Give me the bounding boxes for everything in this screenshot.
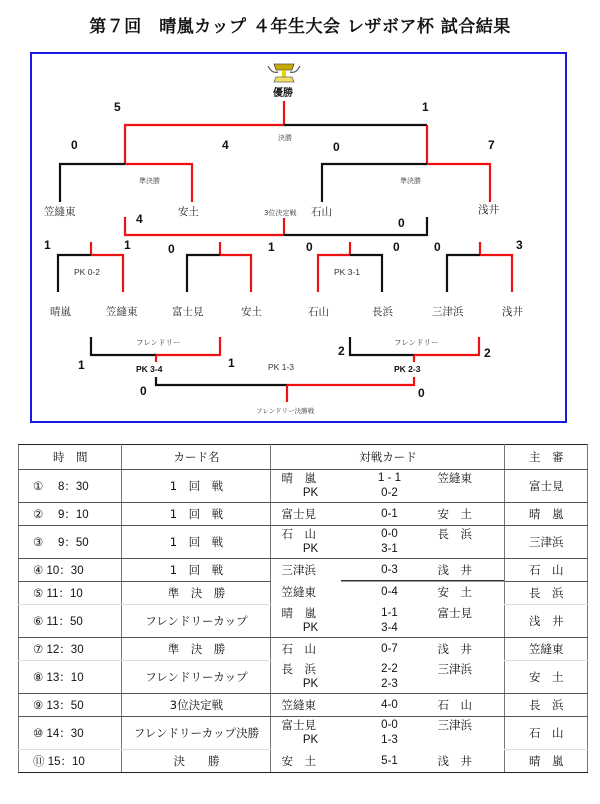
row-card: 1 回 戦 — [122, 470, 271, 503]
row-time: ⑥ 11：50 — [19, 605, 122, 638]
final-right-score: 1 — [422, 100, 429, 114]
row-referee: 晴 嵐 — [505, 503, 588, 526]
score: 0-0 — [381, 719, 398, 731]
team-b: 浅 井 — [437, 641, 472, 656]
page-title: 第７回 晴嵐カップ ４年生大会 レザボア杯 試合結果 — [89, 17, 511, 37]
team-b: 富士見 — [437, 606, 472, 620]
r1-m3-right-score: 0 — [393, 240, 400, 254]
final-label: 決勝 — [278, 134, 292, 142]
row-referee: 石 山 — [505, 559, 588, 582]
r1-m2-right-score: 1 — [268, 240, 275, 254]
team-b: 安 土 — [437, 506, 472, 521]
table-row — [19, 717, 588, 750]
row-match — [271, 503, 505, 526]
semi-left-left-team: 笠縫東 — [44, 206, 76, 218]
row-time: ② 9：10 — [19, 503, 122, 526]
final-left-score: 5 — [114, 100, 121, 114]
row-time: ⑧ 13：10 — [19, 661, 122, 694]
team-b: 三津浜 — [437, 718, 472, 732]
row-match — [271, 582, 505, 605]
score: 0-7 — [381, 642, 398, 655]
row-referee: 晴 嵐 — [505, 750, 588, 773]
friendly-left-label: フレンドリー — [136, 338, 181, 347]
r1-m1-left-score: 1 — [44, 238, 51, 252]
trophy-icon — [268, 64, 300, 82]
row-time: ⑪ 15：10 — [19, 750, 122, 773]
team-a: 三津浜 — [281, 562, 316, 577]
tournament-bracket — [30, 52, 567, 423]
team-b: 笠縫東 — [437, 471, 472, 485]
row-match — [271, 694, 505, 717]
row-match — [271, 526, 505, 559]
third-place-right-score: 0 — [398, 216, 405, 230]
score: 0-3 — [381, 563, 398, 576]
team-b: 三津浜 — [437, 662, 472, 676]
row-card: 3位決定戦 — [122, 694, 271, 717]
row-card: フレンドリーカップ — [122, 605, 271, 638]
r1-m2-left-team: 富士見 — [172, 306, 204, 318]
pk-label: PK — [302, 734, 319, 746]
team-a: 富士見 — [281, 506, 316, 521]
pk-label: PK — [302, 622, 319, 634]
score: 1-1 — [381, 607, 398, 619]
pk-score: 2-3 — [381, 678, 398, 690]
friendly-final-right-score: 0 — [418, 386, 425, 400]
header-referee: 主 審 — [505, 445, 588, 470]
row-referee: 富士見 — [505, 470, 588, 503]
row-card: フレンドリーカップ決勝 — [122, 717, 271, 750]
row-match — [271, 661, 505, 694]
table-row — [19, 470, 588, 503]
r1-m3-left-score: 0 — [306, 240, 313, 254]
score: 4-0 — [381, 698, 398, 711]
table-header-row — [19, 445, 588, 470]
row-card: 準 決 勝 — [122, 582, 271, 605]
team-a: 石 山 — [281, 527, 316, 541]
header-card: カード名 — [122, 445, 271, 470]
score: 2-2 — [381, 663, 398, 675]
bracket-lines — [32, 54, 569, 425]
table-row — [19, 605, 588, 638]
pk-score: 3-4 — [381, 622, 398, 634]
row-card: 1 回 戦 — [122, 526, 271, 559]
row-time: ④ 10：30 — [19, 559, 122, 582]
friendly-final-left-score: 0 — [140, 384, 147, 398]
score: 1 - 1 — [377, 472, 401, 484]
row-match — [271, 638, 505, 661]
friendly-right-left-score: 2 — [338, 344, 345, 358]
row-referee: 長 浜 — [505, 694, 588, 717]
team-b: 安 土 — [437, 585, 472, 600]
row-card: 準 決 勝 — [122, 638, 271, 661]
score: 5-1 — [381, 754, 398, 767]
row-match — [271, 750, 505, 773]
pk-score: 0-2 — [381, 487, 398, 499]
r1-m3-left-team: 石山 — [308, 306, 329, 318]
header-match: 対戦カード — [271, 445, 505, 470]
table-row — [19, 559, 588, 582]
team-b: 石 山 — [437, 697, 472, 712]
row-card: 決 勝 — [122, 750, 271, 773]
table-row — [19, 503, 588, 526]
header-time: 時 間 — [19, 445, 122, 470]
semi-right-label: 準決勝 — [400, 177, 421, 185]
friendly-left-right-score: 1 — [228, 356, 235, 370]
row-time: ③ 9：50 — [19, 526, 122, 559]
row-time: ⑦ 12：30 — [19, 638, 122, 661]
row-referee: 浅 井 — [505, 605, 588, 638]
pk-label: PK — [302, 543, 319, 555]
table-row — [19, 638, 588, 661]
third-place-left-score: 4 — [136, 212, 143, 226]
third-place-label: 3位決定戦 — [264, 209, 297, 217]
team-a: 晴 嵐 — [281, 606, 316, 620]
team-b: 浅 井 — [437, 562, 472, 577]
row-match — [271, 470, 505, 503]
team-a: 笠縫東 — [281, 697, 316, 712]
r1-m1-left-team: 晴嵐 — [50, 306, 71, 318]
team-b: 浅 井 — [437, 753, 472, 768]
pk-label: PK — [302, 487, 319, 499]
team-a: 晴 嵐 — [281, 471, 316, 485]
friendly-left-pk: PK 3-4 — [136, 364, 163, 374]
friendly-right-right-score: 2 — [484, 346, 491, 360]
r1-m1-right-team: 笠縫東 — [106, 306, 138, 318]
r1-m2-right-team: 安土 — [241, 306, 262, 318]
team-a: 富士見 — [281, 718, 316, 732]
row-match — [271, 559, 505, 582]
team-a: 笠縫東 — [281, 585, 316, 600]
score: 0-1 — [381, 507, 398, 520]
friendly-left-left-score: 1 — [78, 358, 85, 372]
r1-m4-left-team: 三津浜 — [432, 306, 464, 318]
semi-left-right-team: 安土 — [178, 206, 199, 218]
pk-score: 3-1 — [381, 543, 398, 555]
r1-m4-right-team: 浅井 — [502, 306, 523, 318]
r1-m2-left-score: 0 — [168, 242, 175, 256]
row-referee: 安 土 — [505, 661, 588, 694]
semi-left-right-score: 4 — [222, 138, 229, 152]
friendly-right-label: フレンドリー — [394, 338, 439, 347]
table-row — [19, 582, 588, 605]
friendly-final-label: フレンドリー決勝戦 — [256, 407, 315, 415]
score: 0-0 — [381, 528, 398, 540]
row-referee: 長 浜 — [505, 582, 588, 605]
team-a: 長 浜 — [281, 662, 316, 676]
pk-score: 1-3 — [381, 734, 398, 746]
row-referee: 三津浜 — [505, 526, 588, 559]
row-referee: 石 山 — [505, 717, 588, 750]
row-time: ⑨ 13：50 — [19, 694, 122, 717]
row-time: ⑤ 11：10 — [19, 582, 122, 605]
row-card: フレンドリーカップ — [122, 661, 271, 694]
row-match — [271, 717, 505, 750]
row-match — [271, 605, 505, 638]
semi-right-right-score: 7 — [488, 138, 495, 152]
friendly-final-pk: PK 1-3 — [268, 362, 294, 372]
score: 0-4 — [381, 586, 398, 599]
r1-m1-pk: PK 0-2 — [74, 267, 100, 277]
pk-label: PK — [302, 678, 319, 690]
team-a: 安 土 — [281, 753, 316, 768]
table-row — [19, 694, 588, 717]
table-row — [19, 750, 588, 773]
table-row — [19, 661, 588, 694]
results-table — [18, 444, 588, 773]
semi-right-right-team: 浅井 — [478, 204, 499, 216]
table-row — [19, 526, 588, 559]
row-card: 1 回 戦 — [122, 559, 271, 582]
team-b: 長 浜 — [437, 527, 472, 541]
semi-right-left-score: 0 — [333, 140, 340, 154]
row-time: ⑩ 14：30 — [19, 717, 122, 750]
semi-right-left-team: 石山 — [311, 206, 332, 218]
semi-left-left-score: 0 — [71, 138, 78, 152]
r1-m4-left-score: 0 — [434, 240, 441, 254]
row-time: ① 8：30 — [19, 470, 122, 503]
r1-m3-right-team: 長浜 — [372, 306, 393, 318]
row-referee: 笠縫東 — [505, 638, 588, 661]
r1-m1-right-score: 1 — [124, 238, 131, 252]
team-a: 石 山 — [281, 641, 316, 656]
friendly-right-pk: PK 2-3 — [394, 364, 421, 374]
champion-label: 優勝 — [273, 88, 293, 99]
r1-m3-pk: PK 3-1 — [334, 267, 360, 277]
r1-m4-right-score: 3 — [516, 238, 523, 252]
semi-left-label: 準決勝 — [139, 177, 160, 185]
row-card: 1 回 戦 — [122, 503, 271, 526]
